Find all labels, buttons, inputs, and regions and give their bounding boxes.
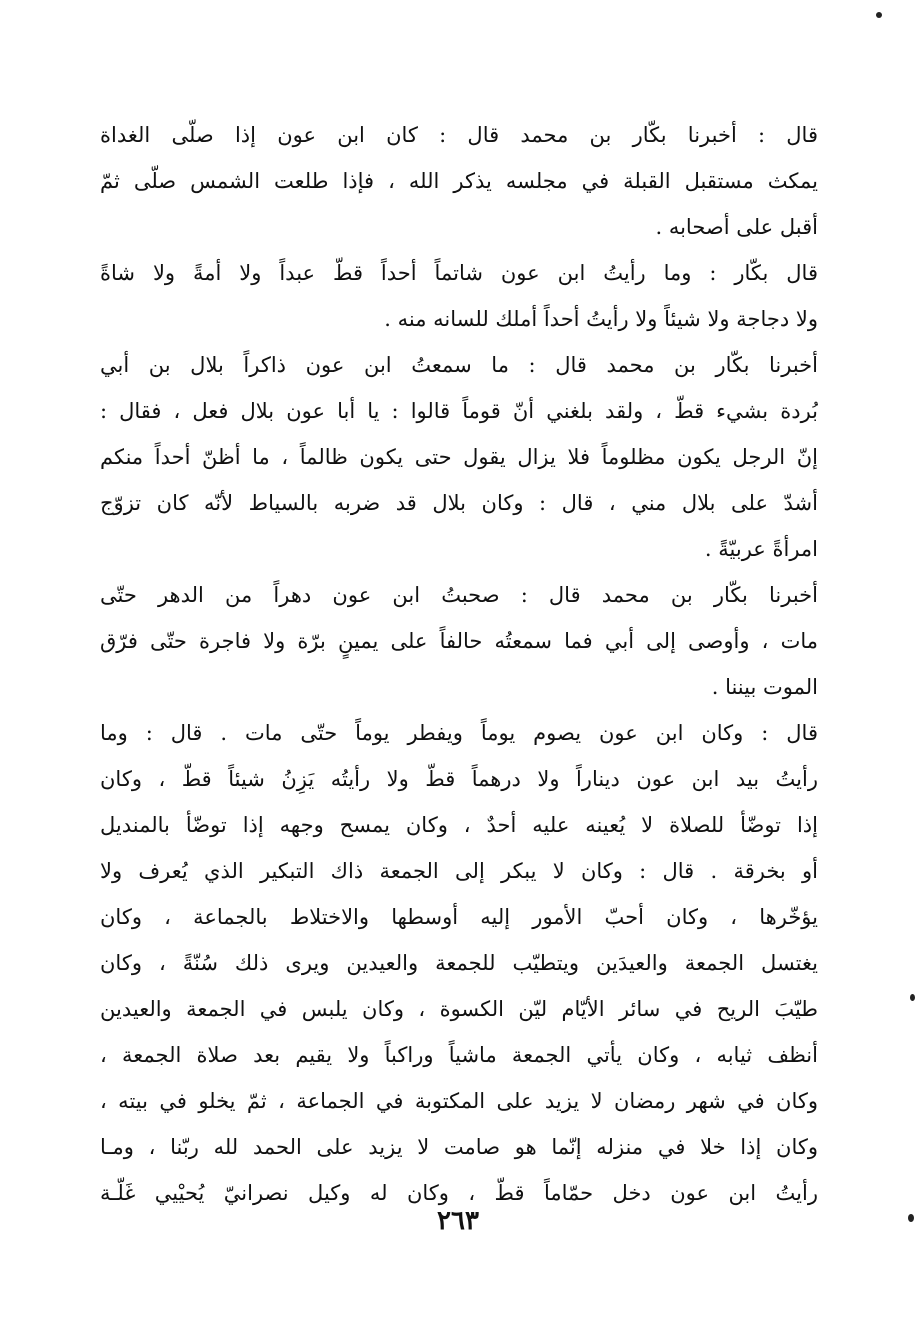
text-line: أشدّ على بلال مني ، قال : وكان بلال قد ضربه بالسياط لأنّه كان تزوّج (100, 491, 818, 515)
text-line: طيّبَ الريح في سائر الأيّام ليّن الكسوة ، وكان يلبس في الجمعة والعيدين (100, 997, 818, 1021)
text-line: بُردة بشيء قطّ ، ولقد بلغني أنّ قوماً قالوا : يا أبا عون بلال فعل ، فقال : (100, 399, 818, 423)
text-line: قال : وكان ابن عون يصوم يوماً ويفطر يوماً حتّى مات . قال : وما (100, 721, 818, 745)
text-line: أخبرنا بكّار بن محمد قال : صحبتُ ابن عون دهراً من الدهر حتّى (100, 583, 818, 607)
text-line: امرأةً عربيّةً . (704, 537, 818, 561)
text-line: أو بخرقة . قال : وكان لا يبكر إلى الجمعة ذاك التبكير الذي يُعرف ولا (100, 859, 818, 883)
text-line: إنّ الرجل يكون مظلوماً فلا يزال يقول حتى يكون ظالماً ، ما أظنّ أحداً منكم (100, 445, 818, 469)
text-line: إذا توضّأ للصلاة لا يُعينه عليه أحدٌ ، وكان يمسح وجهه إذا توضّأ بالمنديل (100, 813, 818, 837)
text-line: أقبل على أصحابه . (655, 215, 818, 239)
text-line: الموت بيننا . (711, 675, 818, 699)
scan-speck (876, 12, 882, 18)
text-line: يؤخّرها ، وكان أحبّ الأمور إليه أوسطها والاختلاط بالجماعة ، وكان (100, 905, 818, 929)
text-line: ولا دجاجة ولا شيئاً ولا رأيتُ أحداً أملك للسانه منه . (384, 307, 818, 331)
page-number: ٢٦٣ (437, 1206, 479, 1236)
text-line: رأيتُ ابن عون دخل حمّاماً قطّ ، وكان له وكيل نصرانيّ يُحيْيي غَلّـة (100, 1181, 818, 1205)
text-line: قال بكّار : وما رأيتُ ابن عون شاتماً أحداً قطّ عبداً ولا أمةً ولا شاةً (100, 261, 818, 285)
text-line: مات ، وأوصى إلى أبي فما سمعتُه حالفاً على يمينٍ برّة ولا فاجرة حتّى فرّق (100, 629, 818, 653)
body-text (100, 112, 818, 1216)
text-line: يغتسل الجمعة والعيدَين ويتطيّب للجمعة والعيدين ويرى ذلك سُنّةً ، وكان (100, 951, 818, 975)
text-line: قال : أخبرنا بكّار بن محمد قال : كان ابن عون إذا صلّى الغداة (100, 123, 818, 147)
text-line: رأيتُ بيد ابن عون ديناراً ولا درهماً قطّ ولا رأيتُه يَزِنُ شيئاً قطّ ، وكان (100, 767, 818, 791)
text-line: يمكث مستقبل القبلة في مجلسه يذكر الله ، فإذا طلعت الشمس صلّى ثمّ (100, 169, 818, 193)
scan-speck (910, 994, 915, 1001)
text-line: وكان إذا خلا في منزله إنّما هو صامت لا يزيد على الحمد لله ربّنا ، ومـا (100, 1135, 818, 1159)
text-line: أنظف ثيابه ، وكان يأتي الجمعة ماشياً وراكباً ولا يقيم بعد صلاة الجمعة ، (100, 1043, 818, 1067)
text-line: أخبرنا بكّار بن محمد قال : ما سمعتُ ابن عون ذاكراً بلال بن أبي (100, 353, 818, 377)
text-line: وكان في شهر رمضان لا يزيد على المكتوبة في الجماعة ، ثمّ يخلو في بيته ، (100, 1089, 818, 1113)
